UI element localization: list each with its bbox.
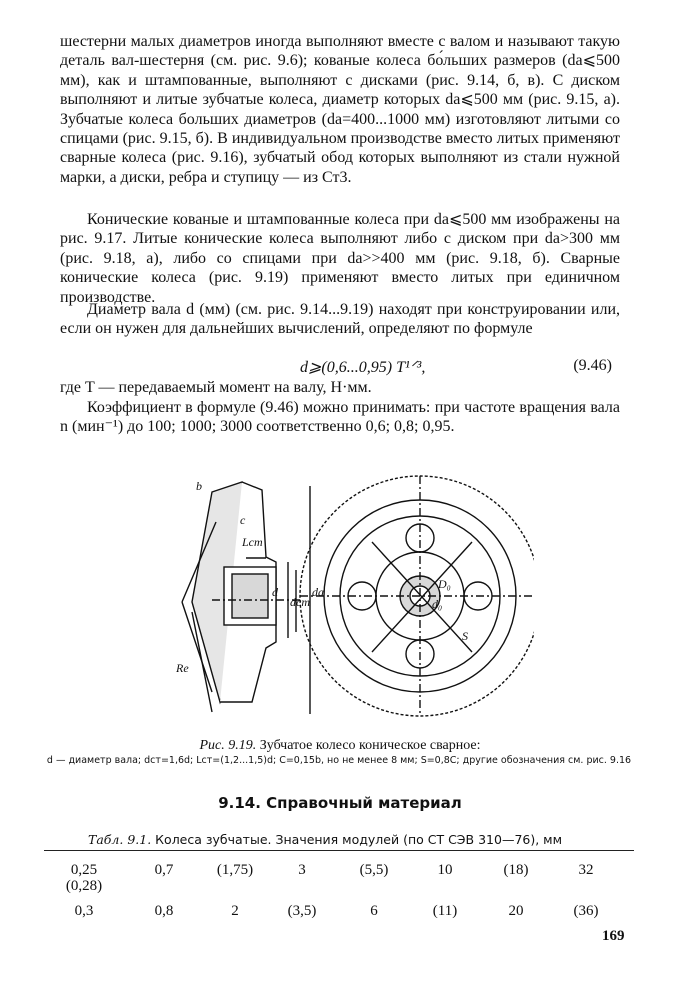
table-cell-extra: (0,28) [65, 878, 103, 894]
table-cell: 32 [578, 862, 594, 878]
table-caption [88, 832, 628, 847]
paragraph-4: где T — передаваемый момент на валу, Н·мм. [60, 379, 372, 396]
label-b: b [196, 479, 202, 493]
table-cell: 0,25 [70, 862, 98, 878]
formula-number: (9.46) [573, 357, 612, 374]
table-rule [44, 850, 634, 851]
table-cell: (11) [432, 903, 458, 919]
table-cell: 0,3 [74, 903, 94, 919]
label-c: c [240, 513, 246, 527]
table-caption-label: Табл. 9.1. [88, 832, 152, 847]
paragraph-1: шестерни малых диаметров иногда выполняют вместе с валом и называют такую деталь вал-шестерня (см. рис. 9.6); кованые колеса бо́льших размеров (da⩽500 мм), как и штампованные, выполняют с дисками (рис. 9.14, б, в). С диском выполняют и литые зубчатые колеса, диаметр которых da⩽500 мм (рис. 9.15, а). Зубчатые колеса больших диаметров (da=400...1000 мм) изготовляют литыми со спицами (рис. 9.15, б). В индивидуальном производстве вместо литых применяют сварные колеса (рис. 9.16), зубчатый обод которых выполняют из стали нужной марки, а диски, ребра и ступицу — из Ст3. [60, 33, 620, 186]
figure-caption-text: Зубчатое колесо коническое сварное: [259, 738, 481, 753]
table-cell: (1,75) [216, 862, 254, 878]
paragraph-5: Коэффициент в формуле (9.46) можно принимать: при частоте вращения вала n (мин⁻¹) до 100; 1000; 3000 соответственно 0,6; 0,8; 0,95. [60, 399, 620, 436]
gear-front-view [300, 476, 534, 716]
figure-note: d — диаметр вала; dст=1,6d; Lст=(1,2...1,5)d; C=0,15b, но не менее 8 мм; S=0,8C; другие обозначения см. рис. 9.16 [46, 755, 632, 766]
label-d: d [272, 585, 278, 599]
table-cell: 10 [437, 862, 453, 878]
formula-expression: d⩾(0,6...0,95) T¹ᐟ³, [300, 359, 426, 376]
table-cell: 20 [508, 903, 524, 919]
figure-caption-label: Рис. 9.19. [199, 738, 257, 753]
table-caption-text: Колеса зубчатые. Значения модулей (по СТ СЭВ 310—76), мм [155, 832, 563, 847]
label-re: Re [176, 661, 189, 675]
label-dst: dст [290, 595, 310, 609]
table-cell: 0,7 [154, 862, 174, 878]
label-lst: Lст [242, 535, 263, 549]
table-cell: (18) [503, 862, 529, 878]
table-cell: 6 [370, 903, 378, 919]
page-number: 169 [602, 928, 625, 944]
table-cell: 2 [231, 903, 239, 919]
table-cell: (5,5) [359, 862, 389, 878]
figure-9-19-bevel-gear-drawing [172, 462, 534, 730]
label-da: da [312, 585, 324, 599]
table-cell: 3 [298, 862, 306, 878]
section-title: 9.14. Справочный материал [218, 794, 462, 812]
formula-9-46 [60, 357, 620, 377]
figure-caption [60, 738, 620, 754]
label-d0: D₀ [438, 577, 451, 591]
label-d0-small: d₀ [432, 597, 443, 611]
table-cell: (3,5) [287, 903, 317, 919]
paragraph-2: Конические кованые и штампованные колеса при da⩽500 мм изображены на рис. 9.17. Литые конические колеса выполняют либо с диском при da>300 мм (рис. 9.18, а), либо со спицами при da>>400 мм (рис. 9.18, б). Сварные конические колеса (рис. 9.19) применяют вместо литых при единичном производстве. [60, 211, 620, 306]
paragraph-3: Диаметр вала d (мм) (см. рис. 9.14...9.19) находят при конструировании или, если он нужен для дальнейших вычислений, определяют по формуле [60, 301, 620, 338]
table-cell: 0,8 [154, 903, 174, 919]
table-cell: (36) [573, 903, 599, 919]
label-s: S [462, 629, 468, 643]
